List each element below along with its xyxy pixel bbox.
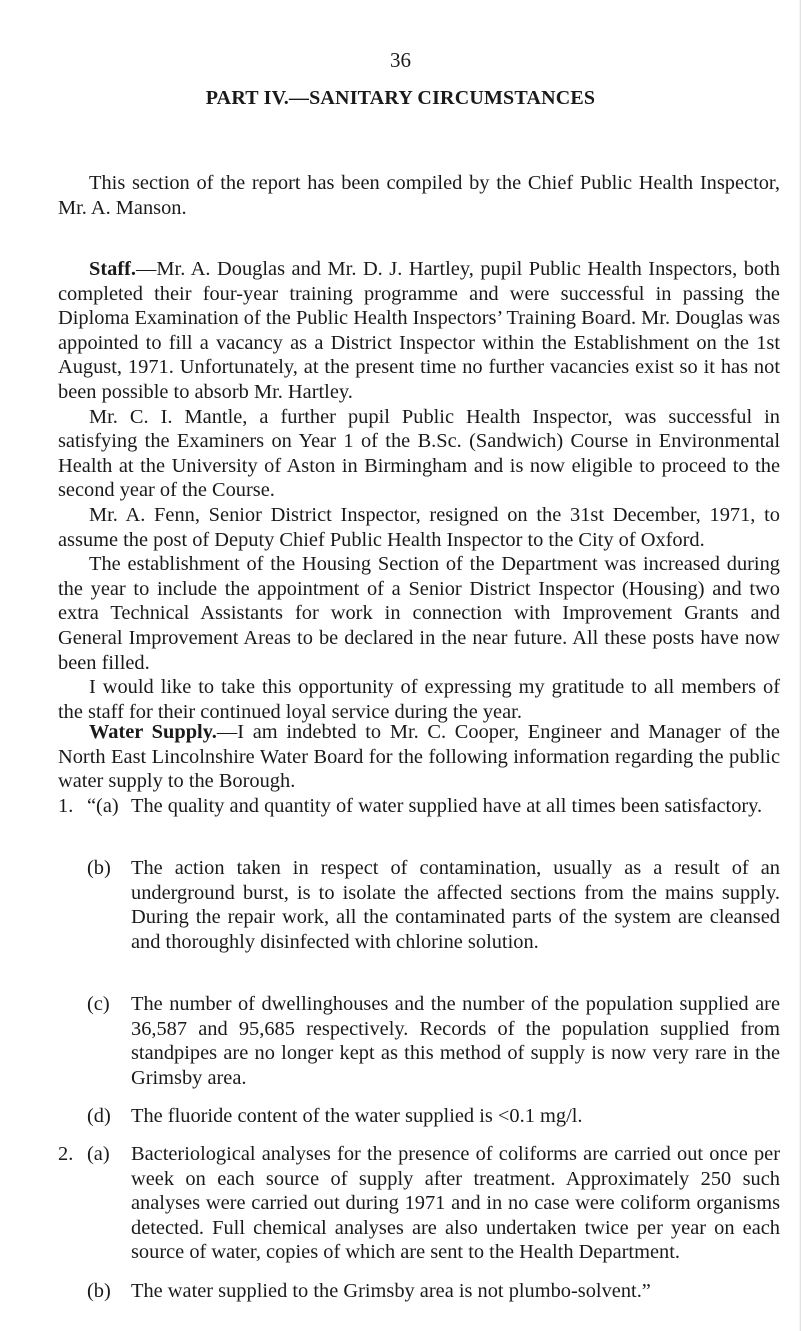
page-title: PART IV.—SANITARY CIRCUMSTANCES — [205, 87, 596, 109]
list-item — [58, 1142, 780, 1265]
water-supply-intro-text: —I am indebted to Mr. C. Cooper, Engineer and Manager of the North East Lincolnshire Water Board for the following information regarding the public water supply to the Borough. — [58, 721, 780, 793]
list-item-text: The action taken in respect of contamination, usually as a result of an underground burst, is to isolate the affected sections from the mains supply. During the repair work, all the contaminated parts of the system are cleansed and thoroughly disinfected with chlorine solution. — [131, 857, 780, 953]
list-item-text: The number of dwellinghouses and the number of the population supplied are 36,587 and 95,685 respectively. Records of the population supplied from standpipes are no longer kept as this method of supply is now very rare in the Grimsby area. — [131, 993, 780, 1089]
staff-section — [58, 257, 780, 724]
list-item-letter: (a) — [87, 1143, 110, 1165]
list-item-number: 2. — [58, 1143, 74, 1165]
list-item-text: The quality and quantity of water supplied have at all times been satisfactory. — [131, 795, 763, 817]
water-supply-section — [58, 720, 780, 794]
list-item-text: The fluoride content of the water supplied is <0.1 mg/l. — [131, 1105, 583, 1127]
mantle-paragraph: Mr. C. I. Mantle, a further pupil Public Health Inspector, was successful in satisfying the Examiners on Year 1 of the B.Sc. (Sandwich) Course in Environmental Health at the University of Aston in Birmingham and is now eligible to proceed to the second year of the Course. — [58, 405, 780, 502]
list-item — [58, 1279, 780, 1304]
staff-paragraph-text: —Mr. A. Douglas and Mr. D. J. Hartley, pupil Public Health Inspectors, both completed their four-year training programme and were successful in passing the Diploma Examination of the Public Health Inspectors’ Training Board. Mr. Douglas was appointed to fill a vacancy as a District Inspector within the Establishment on the 1st August, 1971. Unfortunately, at the present time no further vacancies exist so it has not been possible to absorb Mr. Hartley. — [58, 258, 780, 403]
list-item-text: Bacteriological analyses for the presence of coliforms are carried out once per week on each source of supply after treatment. Approximately 250 such analyses were carried out during 1971 and in no case were coliform organisms detected. Full chemical analyses are also undertaken twice per year on each source of water, copies of which are sent to the Health Department. — [131, 1143, 780, 1264]
housing-section-paragraph: The establishment of the Housing Section of the Department was increased during the year to include the appointment of a Senior District Inspector (Housing) and two extra Technical Assistants for work in connection with Improvement Grants and General Improvement Areas to be declared in the near future. All these posts have now been filled. — [58, 553, 780, 674]
list-item-letter: (d) — [87, 1105, 111, 1127]
staff-paragraph — [58, 257, 780, 405]
list-item-letter: (b) — [87, 857, 111, 879]
list-item-text: The water supplied to the Grimsby area is not plumbo-solvent.” — [131, 1280, 651, 1302]
list-item-letter: (b) — [87, 1280, 111, 1302]
water-supply-heading: Water Supply. — [89, 721, 217, 743]
list-item — [58, 1104, 780, 1129]
fenn-paragraph: Mr. A. Fenn, Senior District Inspector, resigned on the 31st December, 1971, to assume the post of Deputy Chief Public Health Inspector to the City of Oxford. — [58, 503, 780, 551]
list-item-letter: (c) — [87, 993, 110, 1015]
list-item — [58, 794, 780, 819]
water-supply-intro — [58, 720, 780, 794]
gratitude-paragraph: I would like to take this opportunity of expressing my gratitude to all members of the staff for their continued loyal service during the year. — [58, 676, 780, 723]
list-item-letter: “(a) — [87, 795, 119, 817]
page-number: 36 — [390, 48, 411, 72]
list-item-number: 1. — [58, 795, 74, 817]
list-item — [58, 856, 780, 954]
staff-heading: Staff. — [89, 258, 137, 280]
list-item — [58, 992, 780, 1090]
intro-section — [58, 171, 780, 220]
intro-paragraph: This section of the report has been compiled by the Chief Public Health Inspector, Mr. A. Manson. — [58, 172, 780, 219]
